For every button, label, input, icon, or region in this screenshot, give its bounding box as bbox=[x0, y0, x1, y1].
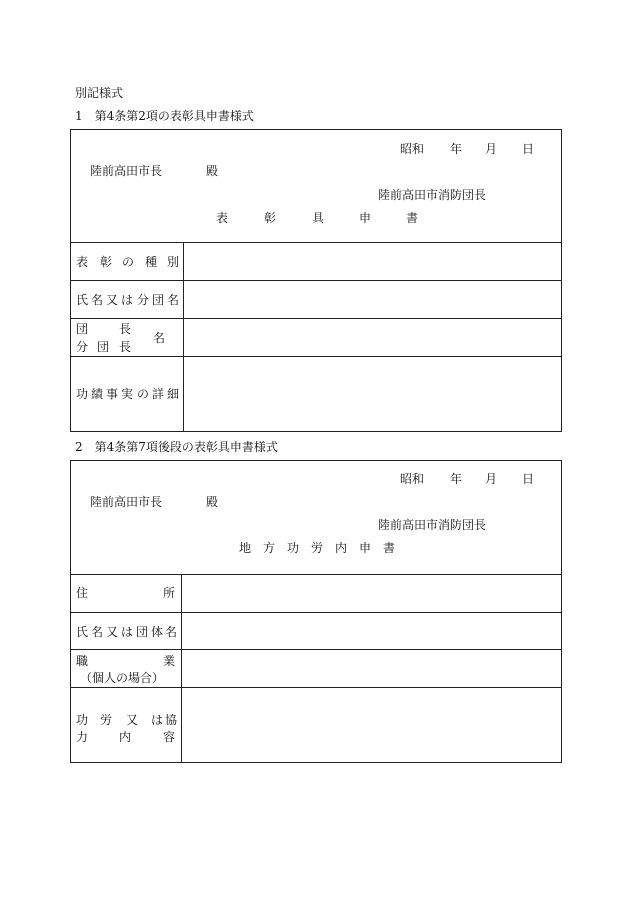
form2-section-title: 2 第4条第7項後段の表彰具申書様式 bbox=[75, 440, 278, 454]
form2-title-char: 申 bbox=[359, 541, 372, 555]
form1-title-char: 書 bbox=[406, 211, 419, 225]
form1-title-char: 申 bbox=[359, 211, 372, 225]
form1-honorific: 殿 bbox=[206, 164, 219, 178]
form1-section-title: 1 第4条第2項の表彰具申書様式 bbox=[75, 109, 254, 123]
form2-honorific: 殿 bbox=[206, 495, 219, 509]
form2-title-char: 書 bbox=[383, 541, 396, 555]
form2-date-year: 年 bbox=[450, 472, 463, 486]
form2-title-char: 労 bbox=[311, 541, 324, 555]
form2-title-char: 地 bbox=[239, 541, 252, 555]
form2-date-era: 昭和 bbox=[400, 472, 425, 486]
form2-title-char: 方 bbox=[263, 541, 276, 555]
form2-title-char: 功 bbox=[287, 541, 300, 555]
form1-date-month: 月 bbox=[485, 142, 498, 156]
form2-divider bbox=[70, 687, 562, 688]
form1-divider bbox=[70, 242, 562, 243]
form1-title-char: 具 bbox=[312, 211, 325, 225]
form1-divider bbox=[70, 280, 562, 281]
form2-date-month: 月 bbox=[485, 472, 498, 486]
form1-title-char: 彰 bbox=[264, 211, 277, 225]
form2-divider bbox=[70, 649, 562, 650]
page-heading: 別記様式 bbox=[75, 86, 124, 100]
form1-date-era: 昭和 bbox=[400, 142, 425, 156]
form2-date-day: 日 bbox=[522, 472, 535, 486]
form2-sender: 陸前高田市消防団長 bbox=[378, 518, 487, 532]
form1-column-divider bbox=[183, 242, 184, 432]
form1-date-year: 年 bbox=[450, 142, 463, 156]
form1-date-day: 日 bbox=[522, 142, 535, 156]
form2-column-divider bbox=[181, 574, 182, 763]
form2-divider bbox=[70, 574, 562, 575]
form1-divider bbox=[70, 318, 562, 319]
form1-title-char: 表 bbox=[216, 211, 229, 225]
form2-divider bbox=[70, 612, 562, 613]
form2-addressee: 陸前高田市長 bbox=[90, 495, 163, 509]
form1-sender: 陸前高田市消防団長 bbox=[378, 188, 487, 202]
form1-addressee: 陸前高田市長 bbox=[90, 164, 163, 178]
form1-divider bbox=[70, 356, 562, 357]
form2-title-char: 内 bbox=[335, 541, 348, 555]
